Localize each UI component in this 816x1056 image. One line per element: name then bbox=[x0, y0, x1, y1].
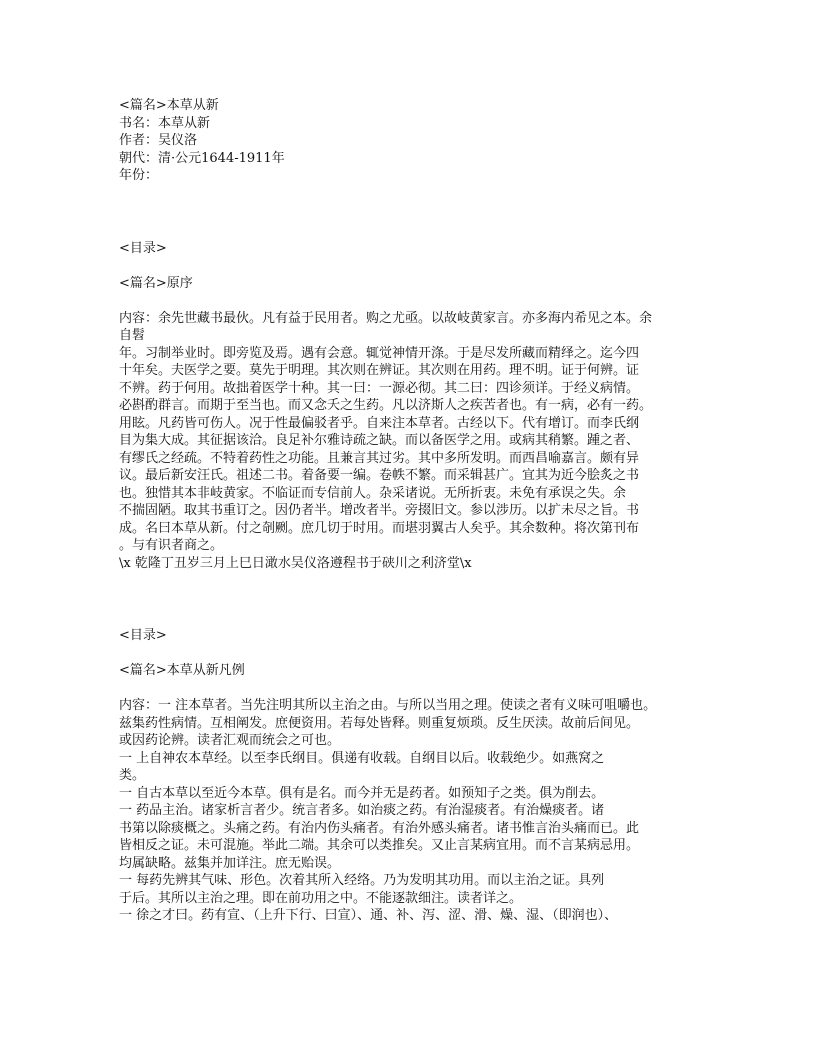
toc-heading: <目录> bbox=[119, 240, 167, 256]
signature-line: \x 乾隆丁丑岁三月上巳日澉水吴仪洛遵程书于硖川之利济堂\x bbox=[119, 555, 472, 571]
bookmark-line: <篇名>本草从新 bbox=[119, 98, 219, 113]
text-line: 必斟酌群言。而期于至当也。而又念夭之生药。凡以济斯人之疾苦者也。有一病，必有一药。 bbox=[119, 398, 653, 413]
text-line: 皆相反之证。未可混施。举此二端。其余可以类推矣。又止言某病宜用。而不言某病忌用。 bbox=[119, 838, 640, 853]
text-line: 年。习制举业时。即旁览及焉。遇有会意。辄觉神情开涤。于是尽发所藏而精绎之。迄今四 bbox=[119, 345, 640, 361]
text-line: 不辨。药于何用。故拙着医学十种。其一曰：一源必彻。其二曰：四诊须详。于经义病情。 bbox=[119, 380, 640, 396]
text-line: 均属缺略。兹集并加详注。庶无贻误。 bbox=[119, 855, 341, 871]
text-line: 一 自古本草以至近今本草。俱有是名。而今并无是药者。如预知子之类。俱为削去。 bbox=[119, 785, 605, 801]
text-line: 也。独惜其本非岐黄家。不临证而专信前人。杂采诸说。无所折衷。未免有承误之失。余 bbox=[119, 485, 627, 501]
text-line: 类。 bbox=[119, 768, 146, 783]
text-line: 用眩。凡药皆可伤人。况于性最偏驳者乎。自来注本草者。古经以下。代有增订。而李氏纲 bbox=[119, 415, 640, 431]
text-line: 十年矣。夫医学之要。莫先于明理。其次则在辨证。其次则在用药。理不明。证于何辨。证 bbox=[119, 363, 640, 378]
chapter-heading: <篇名>本草从新凡例 bbox=[119, 663, 245, 678]
toc-heading: <目录> bbox=[119, 628, 167, 643]
text-line: 议。最后新安汪氏。祖述二书。着备要一编。卷帙不繁。而采辑甚广。宜其为近今脍炙之书 bbox=[119, 468, 640, 483]
preface-body bbox=[119, 310, 719, 573]
text-line: 目为集大成。其征据该洽。良足补尔雅诗疏之缺。而以备医学之用。或病其稍繁。踵之者、 bbox=[119, 433, 640, 448]
text-line: 一 每药先辨其气味、形色。次着其所入经络。乃为发明其功用。而以主治之证。具列 bbox=[119, 873, 605, 888]
year-line: 年份： bbox=[119, 168, 159, 183]
text-line: 不揣固陋。取其书重订之。因仍者半。增改者半。旁掇旧文。参以涉历。以扩未尽之旨。书 bbox=[119, 503, 640, 518]
text-line: 书第以除痰概之。头痛之药。有治内伤头痛者。有治外感头痛者。诸书惟言治头痛而已。此 bbox=[119, 820, 640, 836]
text-line: 于后。其所以主治之理。即在前功用之中。不能逐款细注。读者详之。 bbox=[119, 890, 523, 906]
dynasty-line: 朝代：清·公元1644-1911年 bbox=[119, 150, 285, 166]
text-line: 一 徐之才曰。药有宣、（上升下行、曰宣）、通、补、泻、涩、滑、燥、湿、（即润也）、 bbox=[119, 908, 618, 923]
text-line: 。与有识者商之。 bbox=[119, 538, 224, 553]
text-line: 内容：一 注本草者。当先注明其所以主治之由。与所以当用之理。使读之者有义味可咀嚼也。 bbox=[119, 698, 657, 713]
author-line: 作者：吴仪洛 bbox=[119, 133, 198, 148]
text-line: 自髫 bbox=[119, 328, 146, 343]
text-line: 兹集药性病情。互相阐发。庶便资用。若每处皆释。则重复烦琐。反生厌渎。故前后间见。 bbox=[119, 715, 640, 731]
text-line: 一 上自神农本草经。以至李氏纲目。俱递有收载。自纲目以后。收载绝少。如燕窝之 bbox=[119, 750, 605, 766]
section-guidelines bbox=[119, 627, 719, 925]
text-line: 一 药品主治。诸家析言者少。统言者多。如治痰之药。有治湿痰者。有治燥痰者。诸 bbox=[119, 803, 605, 818]
text-line: 有缪氏之经疏。不特着药性之功能。且兼言其过劣。其中多所发明。而西昌喻嘉言。颇有异 bbox=[119, 450, 640, 466]
meta-block bbox=[119, 97, 719, 185]
section-preface bbox=[119, 240, 719, 573]
text-line: 内容：余先世藏书最伙。凡有益于民用者。购之尤亟。以故岐黄家言。亦多海内希见之本。余 bbox=[119, 310, 653, 326]
document-page bbox=[119, 97, 719, 925]
book-title-line: 书名：本草从新 bbox=[119, 115, 211, 131]
text-line: 成。名曰本草从新。付之剞劂。庶几切于时用。而堪羽翼古人矣乎。其余数种。将次第刊布 bbox=[119, 520, 640, 536]
chapter-heading: <篇名>原序 bbox=[119, 275, 193, 291]
guidelines-body bbox=[119, 697, 719, 925]
text-line: 或因药论辨。读者汇观而统会之可也。 bbox=[119, 733, 341, 748]
